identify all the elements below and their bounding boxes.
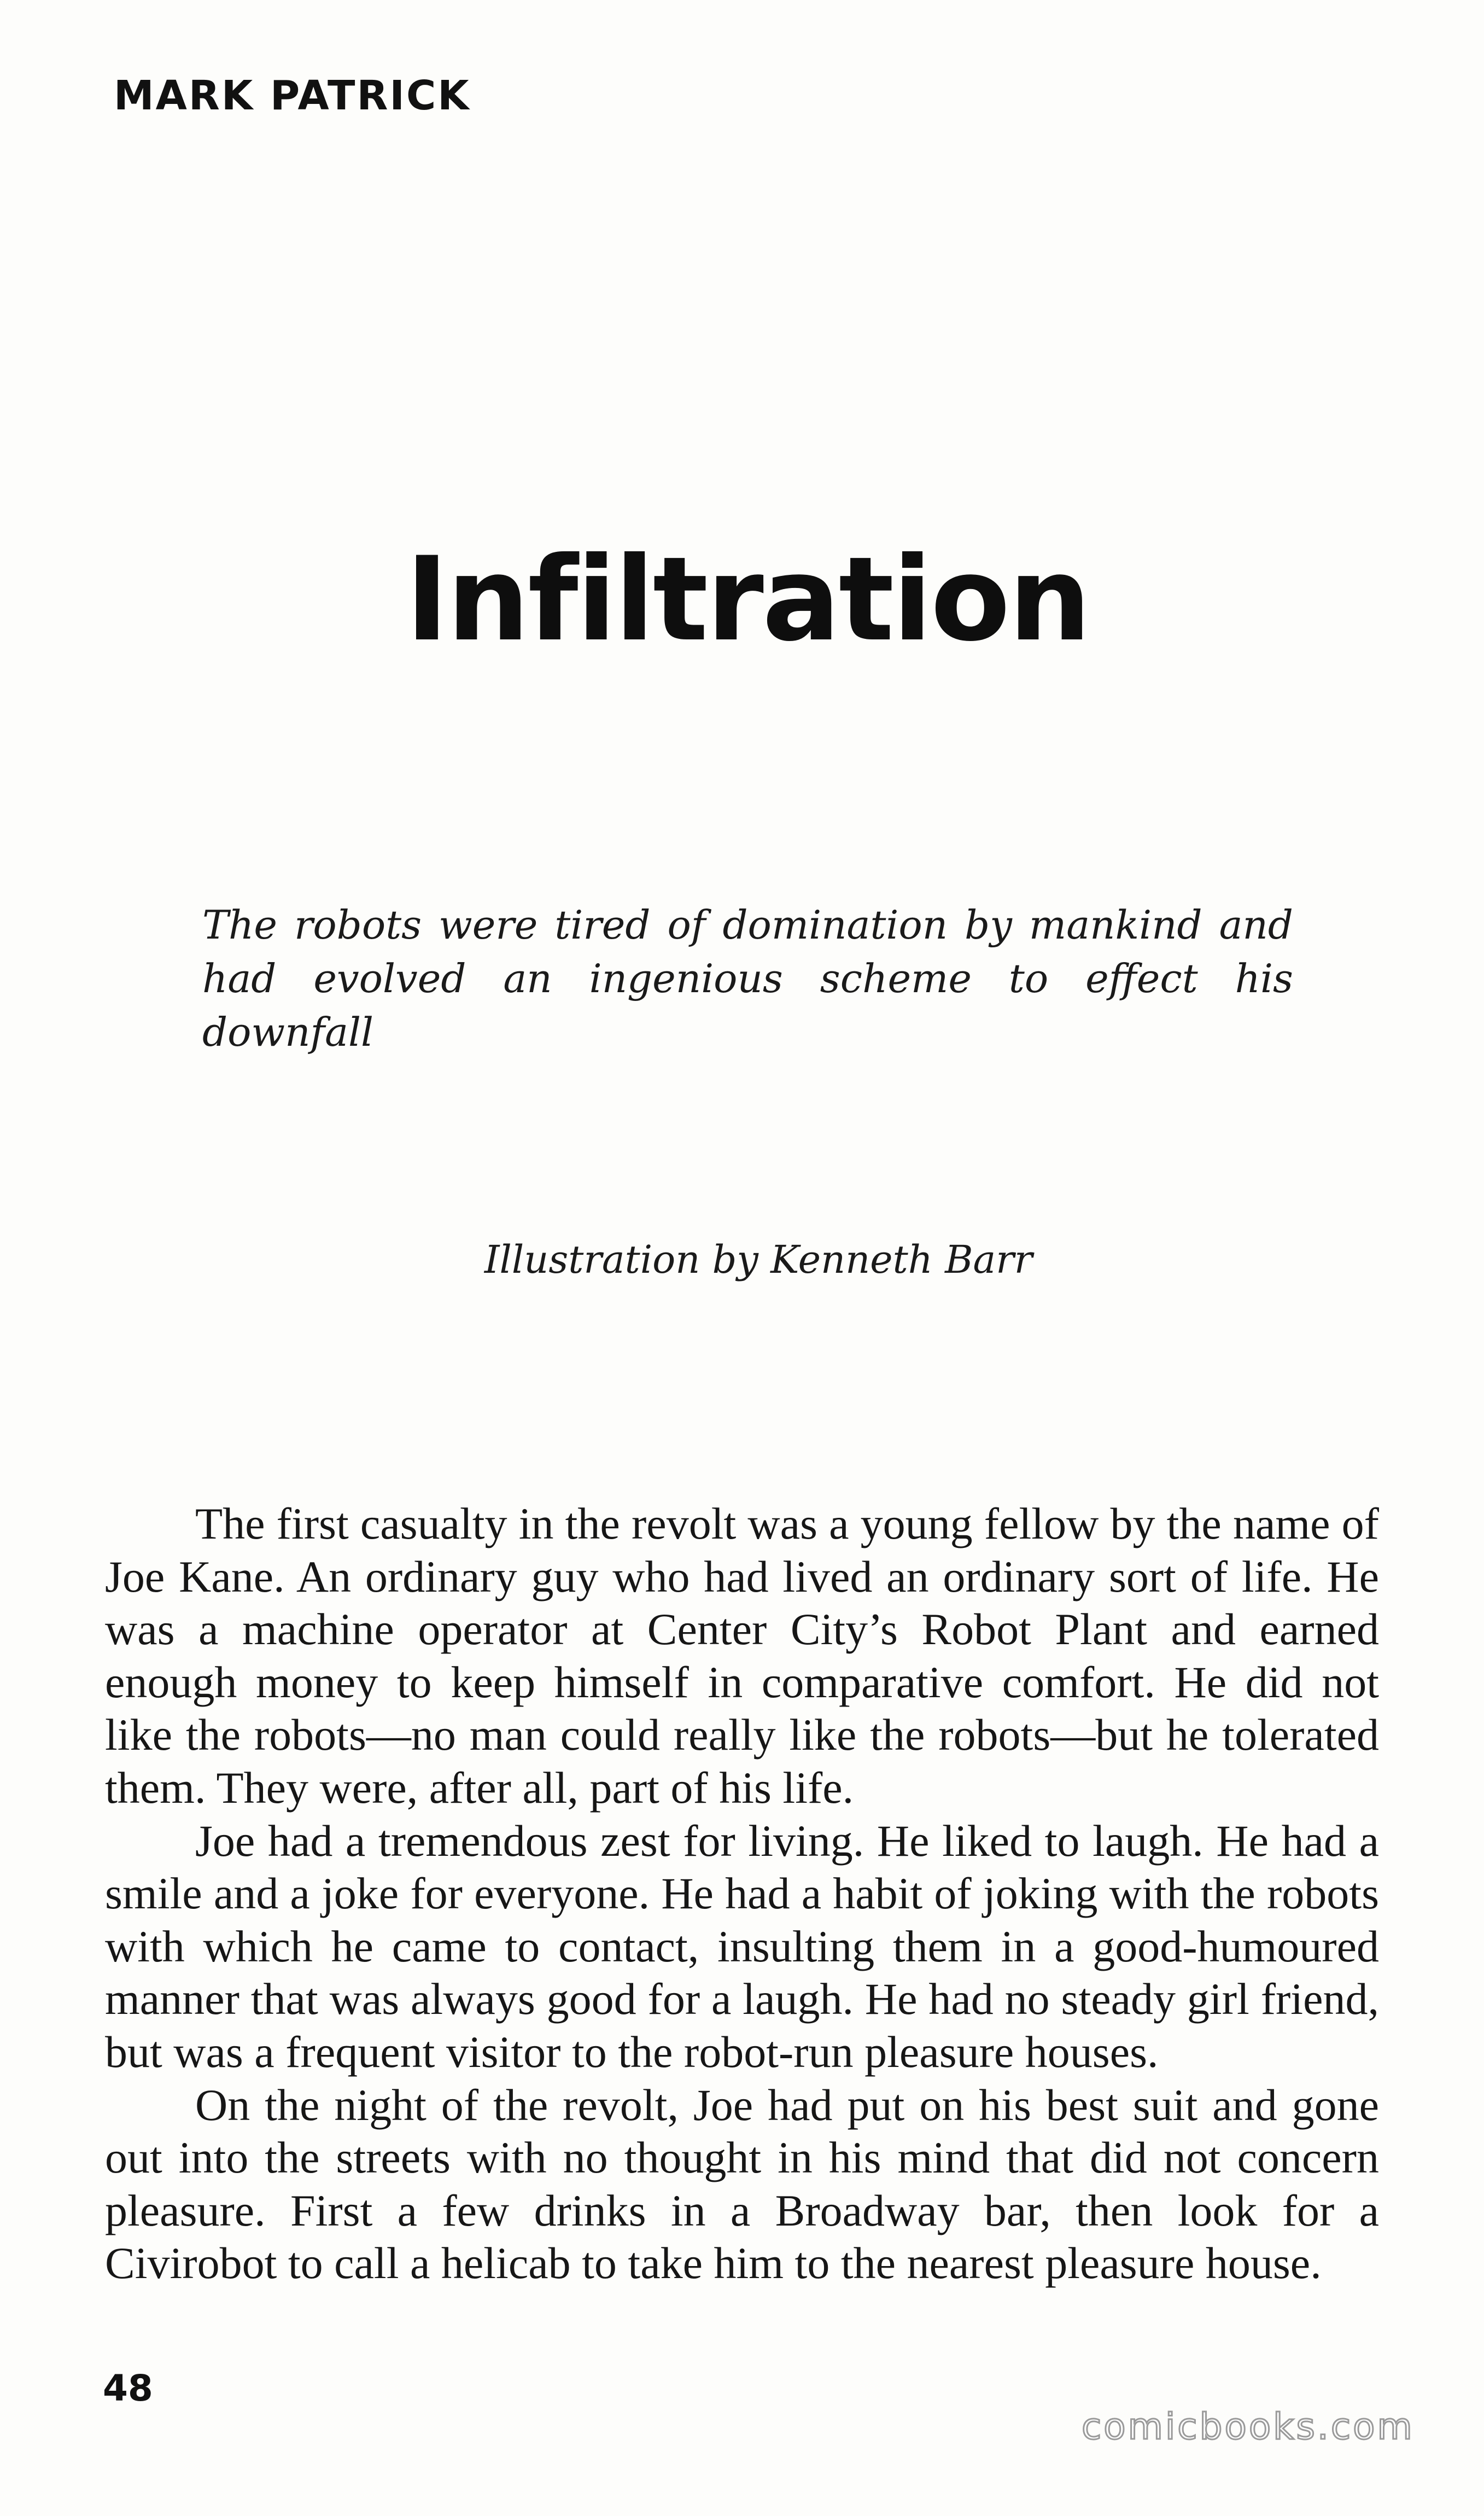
watermark-logo: comicbooks.com: [1082, 2406, 1415, 2448]
story-title: Infiltration: [405, 532, 1090, 667]
body-paragraph: Joe had a tremendous zest for living. He liked to laugh. He had a smile and a joke for everyone. He had a habit of joking with the robots with which he came to contact, insulting them in a good-humoured manner that was always good for a laugh. He had no steady girl friend, but was a frequent visitor to the robot-run pleasure houses.: [105, 1815, 1379, 2077]
story-body: [105, 1498, 1379, 2290]
illustration-credit: Illustration by Kenneth Barr: [484, 1237, 1033, 1282]
body-paragraph: On the night of the revolt, Joe had put on his best suit and gone out into the streets with no thought in his mind that did not concern pleasure. First a few drinks in a Broadway bar, then look for a Civirobot to call a helicab to take him to the nearest pleasure house.: [105, 2080, 1379, 2288]
blurb-line: The robots were tired of domination by mankind and: [202, 902, 1293, 948]
body-paragraph: The first casualty in the revolt was a young fellow by the name of Joe Kane. An ordinary guy who had lived an ordinary sort of life. He was a machine operator at Center City’s Robot Plant and earned enough money to keep himself in comparative comfort. He did not like the robots—no man could really like the robots—but he tolerated them. They were, after all, part of his life.: [105, 1499, 1379, 1813]
story-blurb: [202, 898, 1293, 1059]
author-name: MARK PATRICK: [114, 72, 471, 119]
page-number: 48: [103, 2367, 153, 2409]
blurb-line: had evolved an ingenious scheme to effect his downfall: [202, 956, 1293, 1055]
